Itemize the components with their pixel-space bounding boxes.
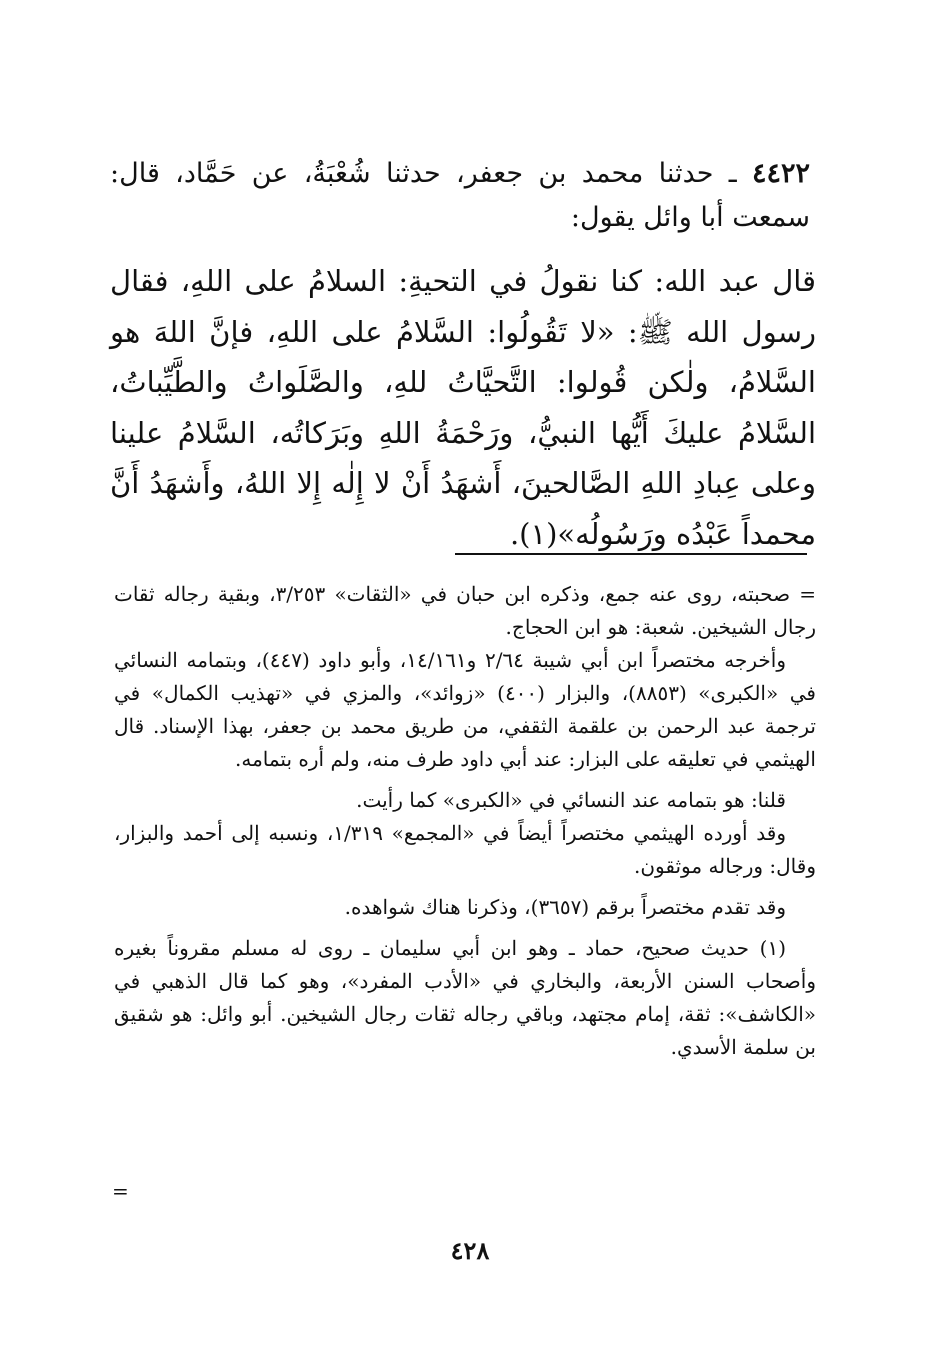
hadith-number: ٤٤٢٢ [751, 158, 810, 189]
page-number: ٤٢٨ [450, 1236, 490, 1265]
hadith-matn: قال عبد الله: كنا نقولُ في التحيةِ: السلامُ على اللهِ، فقال رسول الله ﷺ: «لا تَقُولُوا: السَّلامُ على اللهِ، فإنَّ اللهَ هو السَّلامُ، ولٰكن قُولوا: التَّحيَّاتُ للهِ، والصَّلَواتُ والطَّيِّباتُ، السَّلامُ عليكَ أَيُّها النبيُّ، ورَحْمَةُ اللهِ وبَرَكاتُه، السَّلامُ علينا وعلى عِبادِ اللهِ الصَّالحينَ، أَشهَدُ أَنْ لا إِلٰه إِلا اللهُ، وأَشهَدُ أَنَّ محمداً عَبْدُه ورَسُولُه»(١). [110, 264, 816, 551]
footnote-divider [455, 553, 807, 555]
footnote-1: (١) حديث صحيح، حماد ـ وهو ابن أبي سليمان ـ روى له مسلم مقروناً بغيره وأصحاب السنن الأربعة، والبخاري في «الأدب المفرد»، وهو كما قال الذهبي في «الكاشف»: ثقة، إمام مجتهد، وباقي رجاله ثقات رجال الشيخين. أبو وائل: هو شقيق بن سلمة الأسدي. [114, 936, 816, 1059]
hadith-heading [110, 152, 810, 240]
continued-marker: = [112, 1179, 129, 1203]
footnote-continuation-3: قلنا: هو بتمامه عند النسائي في «الكبرى» كما رأيت. [356, 788, 786, 812]
footnote-continuation-1: = صحبته، روى عنه جمع، وذكره ابن حبان في «الثقات» ٣/٢٥٣، وبقية رجاله ثقات رجال الشيخين. شعبة: هو ابن الحجاج. [114, 582, 816, 639]
footnote-continuation-4: وقد أورده الهيثمي مختصراً أيضاً في «المجمع» ١/٣١٩، ونسبه إلى أحمد والبزار، وقال: ورجاله موثقون. [114, 821, 816, 878]
footnotes [114, 578, 816, 1064]
footnote-continuation-5: وقد تقدم مختصراً برقم (٣٦٥٧)، وذكرنا هناك شواهده. [344, 895, 786, 919]
hadith-isnad: ـ حدثنا محمد بن جعفر، حدثنا شُعْبَةُ، عن حَمَّاد، قال: سمعت أبا وائل يقول: [110, 158, 810, 233]
footnote-continuation-2: وأخرجه مختصراً ابن أبي شيبة ٢/٦٤ و١٤/١٦١، وأبو داود (٤٤٧)، وبتمامه النسائي في «الكبرى» (٨٨٥٣)، والبزار (٤٠٠) «زوائد»، والمزي في «تهذيب الكمال» في ترجمة عبد الرحمن بن علقمة الثقفي، من طريق محمد بن جعفر، بهذا الإسناد. قال الهيثمي في تعليقه على البزار: عند أبي داود طرف منه، ولم أره بتمامه. [114, 648, 816, 771]
